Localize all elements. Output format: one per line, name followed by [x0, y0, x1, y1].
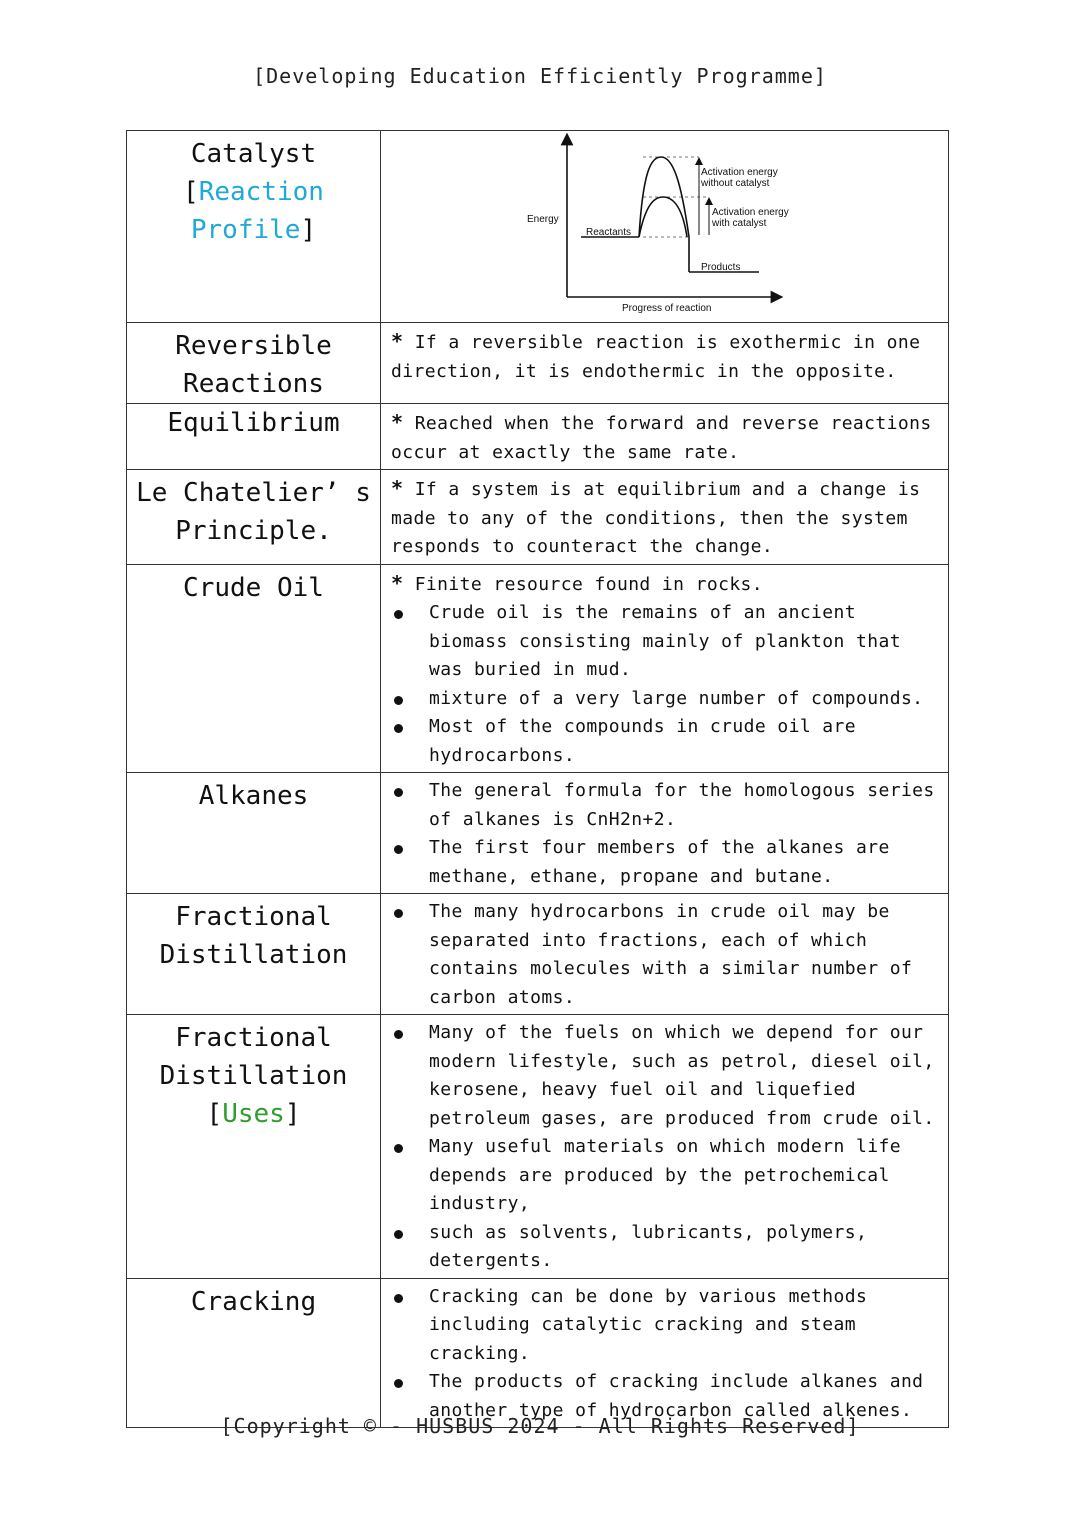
- fractional-uses-bullets: [391, 1019, 940, 1276]
- bracket-close: ]: [284, 1099, 301, 1129]
- ea-without-label-2: without catalyst: [701, 178, 770, 189]
- fractional-bullets: [391, 898, 940, 1012]
- reactants-label: Reactants: [586, 227, 632, 238]
- x-axis-label: Progress of reaction: [622, 303, 712, 314]
- term-reversible-line1: Reversible: [175, 331, 332, 361]
- reaction-profile-svg: [381, 131, 947, 321]
- cracking-bullets: [391, 1283, 940, 1426]
- definition-reversible: [381, 323, 949, 404]
- page-header: [Developing Education Efficiently Programme]: [253, 64, 827, 88]
- table-row-fractional-uses: [127, 1015, 949, 1279]
- term-fractional-uses-line3: [127, 1095, 380, 1133]
- term-equilibrium: [127, 404, 381, 470]
- table-row-crude-oil: [127, 564, 949, 773]
- term-equilibrium-text: Equilibrium: [167, 408, 340, 438]
- list-item: The general formula for the homologous series of alkanes is CnH2n+2.: [391, 777, 940, 834]
- table-row-catalyst: [127, 131, 949, 323]
- star-marker: *: [391, 329, 404, 353]
- list-item: The many hydrocarbons in crude oil may be separated into fractions, each of which contains molecules with a similar number of carbon atoms.: [391, 898, 940, 1012]
- table-row-le-chatelier: [127, 470, 949, 565]
- term-catalyst-line3: [127, 211, 380, 249]
- term-catalyst-line1: Catalyst: [190, 139, 317, 169]
- bracket-open: [: [183, 177, 199, 207]
- star-marker: *: [391, 570, 404, 595]
- term-fractional-distillation: [127, 894, 381, 1015]
- ea-without-label-1: Activation energy: [701, 167, 778, 178]
- table-row-equilibrium: [127, 404, 949, 470]
- term-fractional-line2: Distillation: [159, 940, 348, 970]
- term-alkanes-text: Alkanes: [198, 781, 309, 811]
- term-crude-oil: [127, 564, 381, 773]
- definition-text: Reached when the forward and reverse reactions occur at exactly the same rate.: [391, 413, 932, 463]
- list-item: such as solvents, lubricants, polymers, detergents.: [391, 1219, 940, 1276]
- energy-label: Energy: [527, 214, 559, 225]
- table-row-cracking: [127, 1278, 949, 1428]
- definition-le-chatelier: [381, 470, 949, 565]
- list-item: The products of cracking include alkanes and another type of hydrocarbon called alkenes.: [391, 1368, 940, 1425]
- list-item: Many of the fuels on which we depend for our modern lifestyle, such as petrol, diesel oil, kerosene, heavy fuel oil and liquefied petroleum gases, are produced from crude oil.: [391, 1019, 940, 1133]
- list-item: Many useful materials on which modern life depends are produced by the petrochemical industry,: [391, 1133, 940, 1219]
- curve-with-catalyst: [639, 197, 687, 237]
- page-footer: [Copyright © - HUSBUS 2024 - All Rights Reserved]: [220, 1414, 860, 1438]
- term-reversible: [127, 323, 381, 404]
- crude-oil-bullets: [391, 599, 940, 770]
- list-item: mixture of a very large number of compounds.: [391, 685, 940, 714]
- star-marker: *: [391, 476, 404, 500]
- term-le-chatelier-line1: Le Chatelier’ s: [136, 478, 371, 508]
- list-item: Crude oil is the remains of an ancient biomass consisting mainly of plankton that was buried in mud.: [391, 599, 940, 685]
- term-fractional-uses-line2: Distillation: [159, 1061, 348, 1091]
- term-alkanes: [127, 773, 381, 894]
- ea-with-label-2: with catalyst: [712, 218, 767, 229]
- ea-with-label-1: Activation energy: [712, 207, 789, 218]
- alkanes-bullets: [391, 777, 940, 891]
- term-cracking-text: Cracking: [190, 1286, 317, 1317]
- highlight-profile: Profile: [190, 215, 301, 245]
- highlight-uses: Uses: [222, 1099, 285, 1129]
- definition-fractional-distillation: [381, 894, 949, 1015]
- products-label: Products: [701, 262, 741, 273]
- term-cracking: [127, 1278, 381, 1428]
- crude-oil-intro: [391, 569, 940, 600]
- definition-equilibrium: [381, 404, 949, 470]
- term-le-chatelier-line2: Principle.: [175, 516, 332, 546]
- table-row-alkanes: [127, 773, 949, 894]
- term-catalyst-line2: [127, 173, 380, 211]
- term-catalyst: [127, 131, 381, 323]
- list-item: The first four members of the alkanes are methane, ethane, propane and butane.: [391, 834, 940, 891]
- definition-text: If a reversible reaction is exothermic in one direction, it is endothermic in the opposite.: [391, 332, 921, 382]
- term-crude-oil-text: Crude Oil: [183, 572, 324, 603]
- term-reversible-line2: Reactions: [183, 369, 324, 399]
- table-row-fractional-distillation: [127, 894, 949, 1015]
- term-le-chatelier: [127, 470, 381, 565]
- definition-crude-oil: [381, 564, 949, 773]
- definition-alkanes: [381, 773, 949, 894]
- term-fractional-uses-line1: Fractional: [175, 1023, 332, 1053]
- revision-table: [126, 130, 949, 1428]
- reaction-profile-diagram: [381, 131, 949, 323]
- bracket-close: ]: [300, 215, 317, 245]
- term-fractional-line1: Fractional: [175, 902, 332, 932]
- definition-fractional-uses: [381, 1015, 949, 1279]
- definition-text: Finite resource found in rocks.: [403, 573, 764, 595]
- term-fractional-uses: [127, 1015, 381, 1279]
- list-item: Cracking can be done by various methods including catalytic cracking and steam cracking.: [391, 1283, 940, 1369]
- definition-cracking: [381, 1278, 949, 1428]
- star-marker: *: [391, 410, 404, 434]
- table-row-reversible: [127, 323, 949, 404]
- bracket-open: [: [206, 1099, 223, 1129]
- list-item: Most of the compounds in crude oil are hydrocarbons.: [391, 713, 940, 770]
- highlight-reaction: Reaction: [198, 177, 324, 207]
- definition-text: If a system is at equilibrium and a change is made to any of the conditions, then the system responds to counteract the change.: [391, 479, 921, 557]
